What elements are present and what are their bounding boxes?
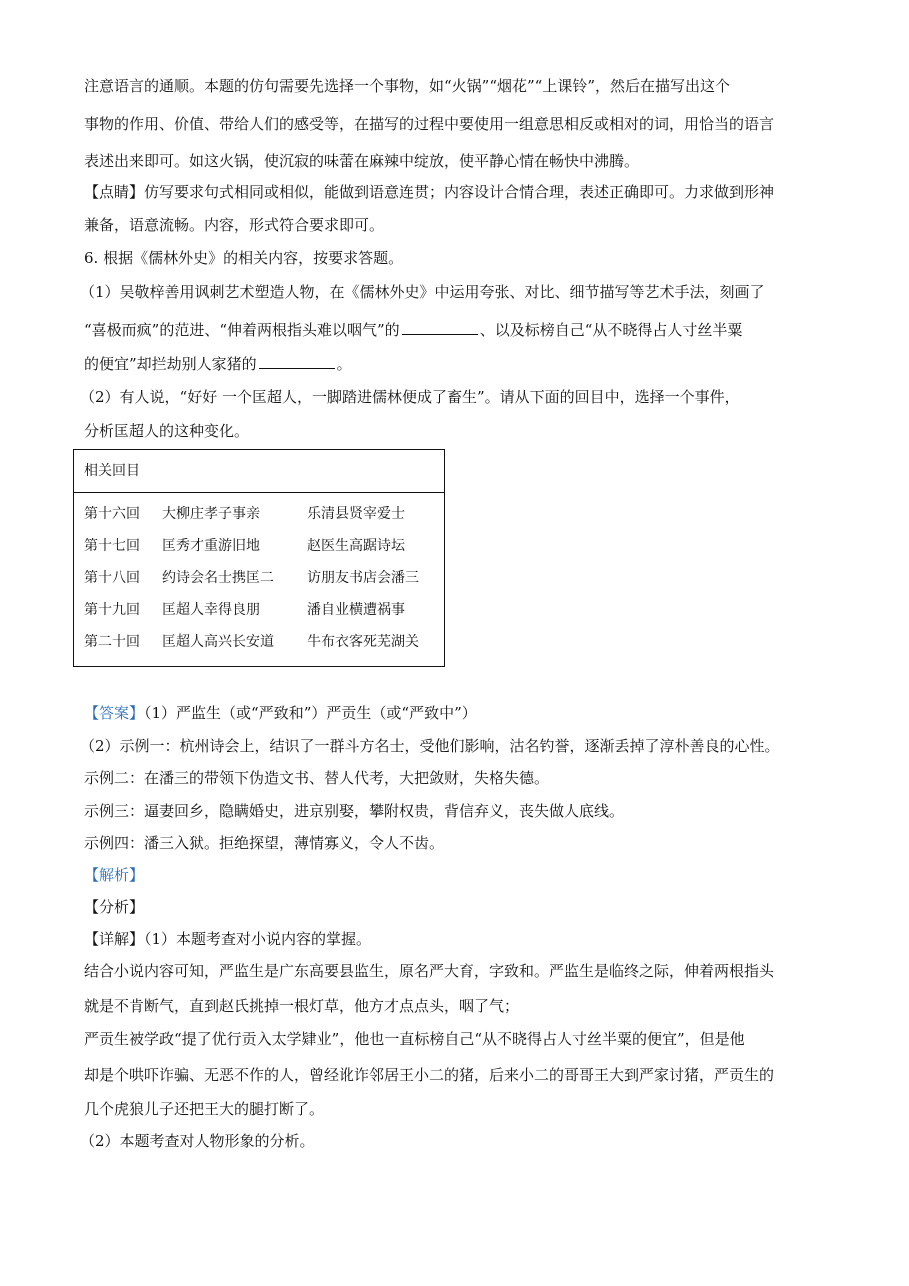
chapter-title-first: 匡超人幸得良朋	[162, 602, 260, 618]
chapter-title-second: 赵医生高踞诗坛	[307, 538, 405, 554]
paragraph-line: 表述出来即可。如这火锅，使沉寂的味蕾在麻辣中绽放，使平静心情在畅快中沸腾。	[84, 152, 640, 170]
chapter-table	[73, 449, 445, 667]
question-text: 。	[336, 355, 352, 373]
question-6-1-line	[84, 319, 829, 341]
question-6-2-line: 分析匡超人的这种变化。	[84, 422, 250, 440]
question-6-2-line: （2）有人说，“好好 一个匡超人，一脚踏进儒林便成了畜生”。请从下面的回目中，选择一个事件，	[80, 388, 740, 406]
chapter-title-second: 潘自业横遭祸事	[307, 602, 405, 618]
detail-line: 却是个哄吓诈骗、无恶不作的人，曾经讹诈邻居王小二的猪，后来小二的哥哥王大到严家讨猪，严贡生的	[84, 1066, 775, 1084]
table-row	[84, 568, 419, 590]
table-row	[84, 600, 405, 622]
paragraph-line: 事物的作用、价值、带给人们的感受等，在描写的过程中要使用一组意思相反或相对的词，用恰当的语言	[84, 115, 775, 133]
chapter-number: 第十六回	[84, 506, 140, 522]
chapter-number: 第十八回	[84, 570, 140, 586]
answer-tag: 【答案】	[84, 704, 145, 722]
question-6-1-line	[84, 353, 829, 375]
table-row	[84, 504, 405, 526]
table-row	[84, 536, 405, 558]
question-6-title: 6. 根据《儒林外史》的相关内容，按要求答题。	[84, 249, 404, 267]
answer-blank	[259, 353, 335, 369]
chapter-title-first: 匡秀才重游旧地	[162, 538, 260, 554]
answer-line: 示例二：在潘三的带领下伪造文书、替人代考，大把敛财，失格失德。	[84, 769, 550, 787]
dianjing-line: 兼备，语意流畅。内容，形式符合要求即可。	[84, 216, 385, 234]
question-text: 的便宜”却拦劫别人家猪的	[84, 355, 257, 373]
question-text: 、以及标榜自己“从不晓得占人寸丝半粟	[479, 321, 743, 339]
table-row	[84, 632, 419, 654]
chapter-number: 第十九回	[84, 602, 140, 618]
question-text: “喜极而疯”的范进、“伸着两根指头难以咽气”的	[84, 321, 400, 339]
fenxi-tag: 【分析】	[84, 898, 145, 916]
analysis-tag: 【解析】	[84, 866, 145, 884]
paragraph-line: 注意语言的通顺。本题的仿句需要先选择一个事物，如“火锅”“烟花”“上课铃”，然后在描写出这个	[84, 77, 731, 95]
table-header: 相关回目	[84, 463, 140, 479]
answer-part-1: （1）严监生（或“严致和”）严贡生（或“严致中”）	[144, 704, 477, 722]
chapter-title-first: 匡超人高兴长安道	[162, 634, 274, 650]
dianjing-line: 【点睛】仿写要求句式相同或相似，能做到语意连贯；内容设计合情合理，表述正确即可。力求做到形神	[84, 183, 775, 201]
chapter-title-first: 大柳庄孝子事亲	[162, 506, 260, 522]
answer-line	[84, 703, 829, 725]
question-6-1-line: （1）吴敬梓善用讽刺艺术塑造人物，在《儒林外史》中运用夸张、对比、细节描写等艺术手法，刻画了	[80, 283, 765, 301]
table-divider	[74, 492, 444, 493]
chapter-number: 第十七回	[84, 538, 140, 554]
chapter-title-first: 约诗会名士携匡二	[162, 570, 274, 586]
chapter-title-second: 访朋友书店会潘三	[307, 570, 419, 586]
answer-line: （2）示例一：杭州诗会上，结识了一群斗方名士，受他们影响，沽名钓誉，逐渐丢掉了淳朴善良的心性。	[80, 737, 780, 755]
answer-blank	[402, 319, 478, 335]
answer-line: 示例四：潘三入狱。拒绝探望，薄情寡义，令人不齿。	[84, 834, 445, 852]
detail-line: （2）本题考查对人物形象的分析。	[80, 1132, 315, 1150]
detail-line: 【详解】（1）本题考查对小说内容的掌握。	[84, 930, 372, 948]
detail-line: 结合小说内容可知，严监生是广东高要县监生，原名严大育，字致和。严监生是临终之际，伸着两根指头	[84, 962, 775, 980]
answer-line: 示例三：逼妻回乡，隐瞒婚史，进京别娶，攀附权贵，背信弃义，丧失做人底线。	[84, 802, 625, 820]
chapter-title-second: 乐清县贤宰爱士	[307, 506, 405, 522]
detail-line: 就是不肯断气，直到赵氏挑掉一根灯草，他方才点点头，咽了气；	[84, 997, 520, 1015]
detail-line: 严贡生被学政“提了优行贡入太学肄业”，他也一直标榜自己“从不晓得占人寸丝半粟的便宜”，但是他	[84, 1030, 745, 1048]
detail-line: 几个虎狼儿子还把王大的腿打断了。	[84, 1100, 325, 1118]
chapter-title-second: 牛布衣客死芜湖关	[307, 634, 419, 650]
chapter-number: 第二十回	[84, 634, 140, 650]
